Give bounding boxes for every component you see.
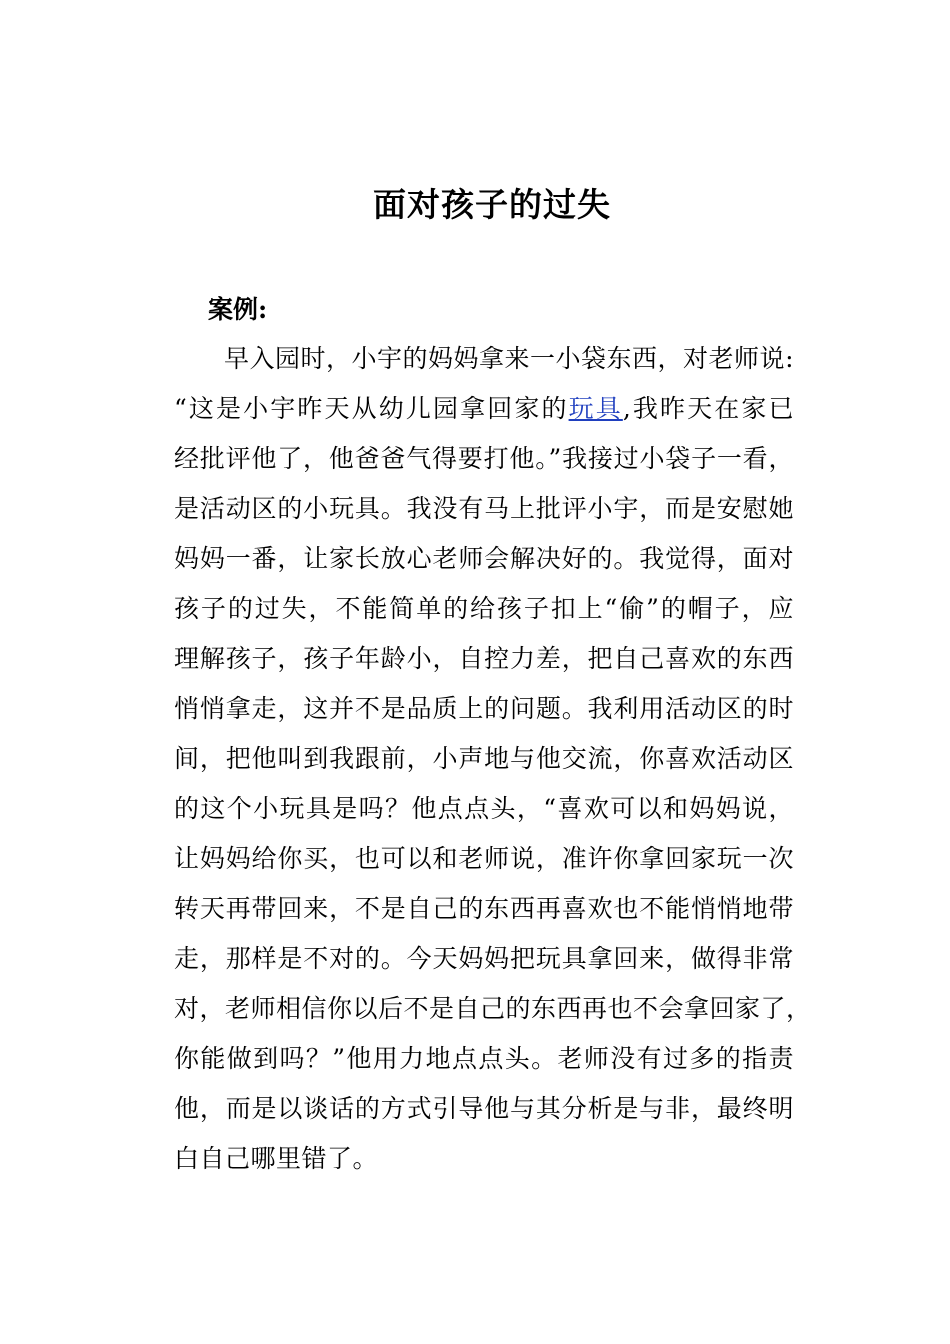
paragraph-line: 妈妈一番，让家长放心老师会解决好的。我觉得，面对: [174, 544, 794, 573]
paragraph-line: 的这个小玩具是吗？他点点头，“喜欢可以和妈妈说，: [174, 794, 794, 823]
paragraph-text: “这是小宇昨天从幼儿园拿回家的: [174, 394, 569, 423]
paragraph-line: 间，把他叫到我跟前，小声地与他交流，你喜欢活动区: [174, 744, 794, 773]
paragraph-line: 转天再带回来，不是自己的东西再喜欢也不能悄悄地带: [174, 894, 794, 923]
paragraph-line: 早入园时，小宇的妈妈拿来一小袋东西，对老师说:: [224, 344, 794, 373]
paragraph-text: ,我昨天在家已: [622, 394, 794, 423]
section-label-case: 案例:: [208, 295, 268, 324]
toy-link[interactable]: 玩具: [568, 394, 623, 423]
paragraph-line: 你能做到吗？”他用力地点点头。老师没有过多的指责: [174, 1044, 794, 1073]
paragraph-line: 是活动区的小玩具。我没有马上批评小宇，而是安慰她: [174, 494, 794, 523]
paragraph-line: 对，老师相信你以后不是自己的东西再也不会拿回家了，: [174, 994, 812, 1023]
paragraph-line: 孩子的过失，不能简单的给孩子扣上“偷”的帽子，应: [174, 594, 794, 623]
paragraph-line: 走，那样是不对的。今天妈妈把玩具拿回来，做得非常: [174, 944, 794, 973]
paragraph-line: 理解孩子，孩子年龄小，自控力差，把自己喜欢的东西: [174, 644, 794, 673]
paragraph-line: 悄悄拿走，这并不是品质上的问题。我利用活动区的时: [174, 694, 794, 723]
paragraph-line: 白自己哪里错了。: [174, 1144, 379, 1173]
paragraph-line: 经批评他了，他爸爸气得要打他。”我接过小袋子一看，: [174, 444, 794, 473]
paragraph-line: 他，而是以谈话的方式引导他与其分析是与非，最终明: [174, 1094, 794, 1123]
case-paragraph: [174, 334, 812, 1184]
paragraph-line: 让妈妈给你买，也可以和老师说，准许你拿回家玩一次: [174, 844, 794, 873]
document-title: 面对孩子的过失: [373, 185, 611, 224]
paragraph-line: [174, 384, 794, 434]
